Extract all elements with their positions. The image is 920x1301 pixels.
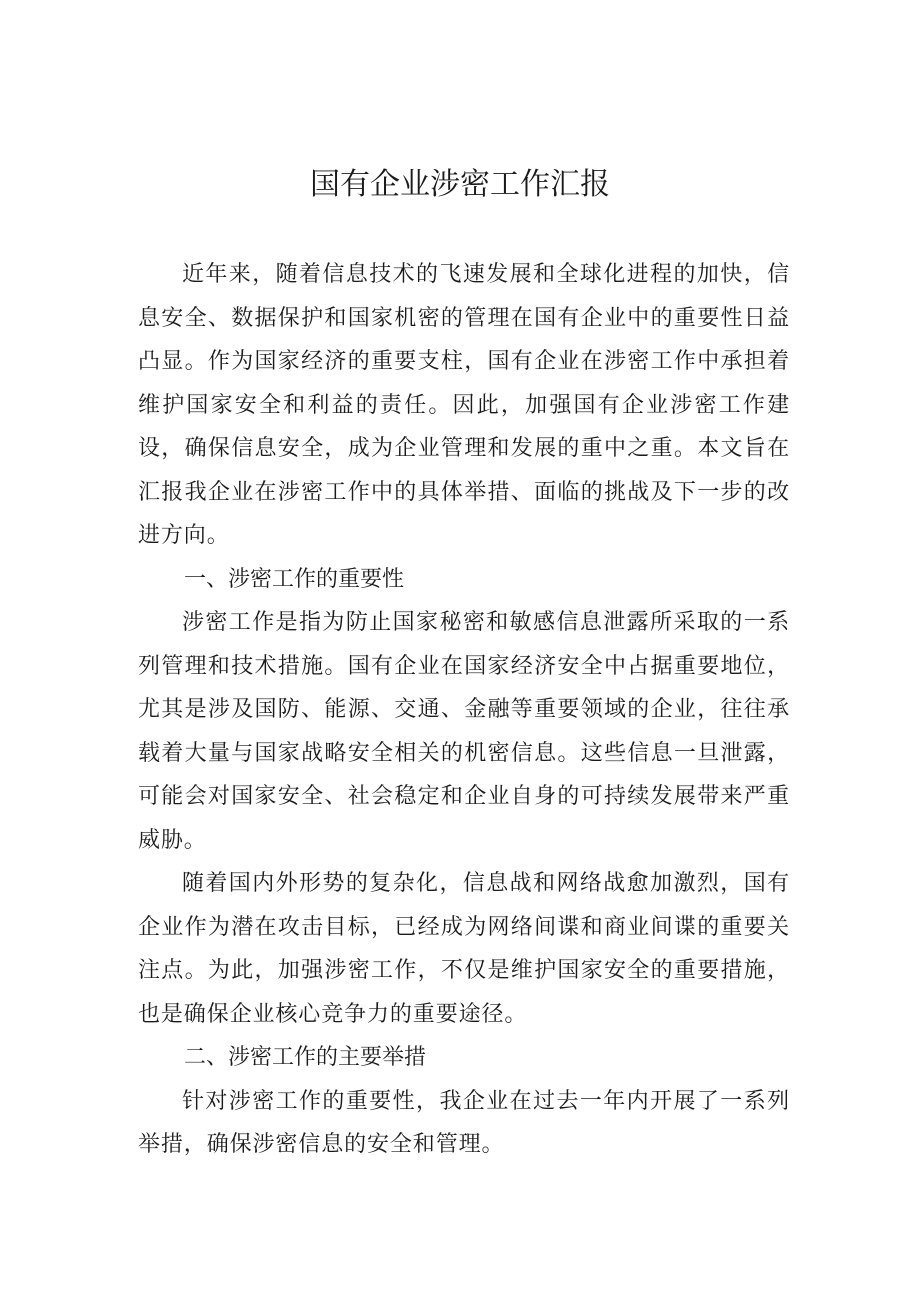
document-title: 国有企业涉密工作汇报 xyxy=(310,167,610,202)
section-heading: 二、涉密工作的主要举措 xyxy=(184,1045,427,1070)
section-heading: 一、涉密工作的重要性 xyxy=(184,566,405,592)
section-measures xyxy=(138,1036,790,1167)
body-paragraph: 涉密工作是指为防止国家秘密和敏感信息泄露所采取的一系列管理和技术措施。国有企业在国家经济安全中占据重要地位，尤其是涉及国防、能源、交通、金融等重要领域的企业，往往承载着大量与国家战略安全相关的机密信息。这些信息一旦泄露，可能会对国家安全、社会稳定和企业自身的可持续发展带来严重威胁。 xyxy=(138,610,790,853)
body-paragraph: 随着国内外形势的复杂化，信息战和网络战愈加激烈，国有企业作为潜在攻击目标，已经成为网络间谍和商业间谍的重要关注点。为此，加强涉密工作，不仅是维护国家安全的重要措施，也是确保企业核心竞争力的重要途径。 xyxy=(138,871,790,1027)
intro-paragraph: 近年来，随着信息技术的飞速发展和全球化进程的加快，信息安全、数据保护和国家机密的管理在国有企业中的重要性日益凸显。作为国家经济的重要支柱，国有企业在涉密工作中承担着维护国家安全和利益的责任。因此，加强国有企业涉密工作建设，确保信息安全，成为企业管理和发展的重中之重。本文旨在汇报我企业在涉密工作中的具体举措、面临的挑战及下一步的改进方向。 xyxy=(138,262,790,548)
body-paragraph: 针对涉密工作的重要性，我企业在过去一年内开展了一系列举措，确保涉密信息的安全和管理。 xyxy=(138,1088,790,1157)
section-importance xyxy=(138,558,790,1037)
document-body xyxy=(138,253,790,1167)
